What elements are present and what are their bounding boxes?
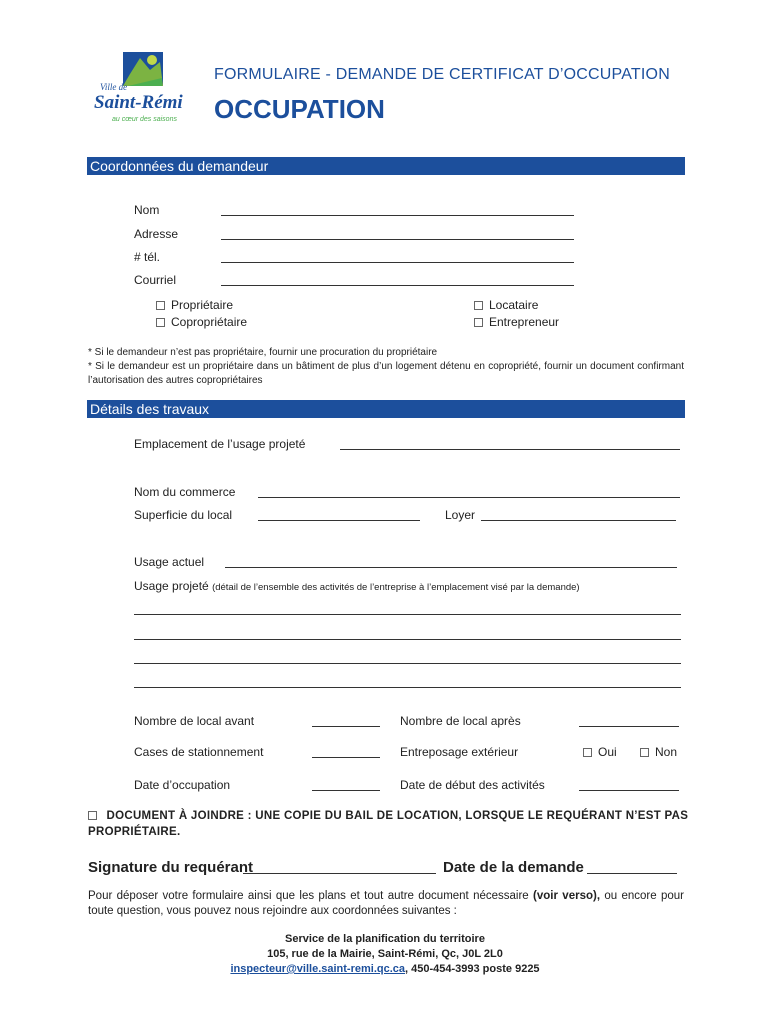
phone-text: , 450-454-3993 poste 9225 [405,963,540,975]
adresse-field[interactable] [221,239,574,240]
section-header-coordonnees: Coordonnées du demandeur [87,157,685,175]
checkbox-icon[interactable] [156,301,165,310]
checkbox-icon[interactable] [156,318,165,327]
label-date-debut: Date de début des activités [400,778,545,792]
document-line-2: PROPRIÉTAIRE. [88,826,181,838]
label-usage-projete [134,579,580,593]
usage-projete-line-1[interactable] [134,614,681,615]
signature-field[interactable] [243,873,436,874]
logo-text-top: Ville de [100,82,128,92]
usage-projete-detail: (détail de l’ensemble des activités de l’entreprise à l’emplacement visé par la demande) [212,582,580,593]
footer-text-2: ou encore pour toute question, vous pouvez nous rejoindre aux coordonnées suivantes : [88,890,684,917]
label-superficie: Superficie du local [134,508,233,522]
checkbox-label: Non [655,745,678,759]
note-procuration: * Si le demandeur n’est pas propriétaire, fournir une procuration du propriétaire [88,347,438,358]
usage-projete-line-3[interactable] [134,663,681,664]
checkbox-label: Entrepreneur [489,315,560,329]
label-nom: Nom [134,203,160,217]
checkbox-entrepreneur[interactable] [474,315,559,329]
label-cases-stationnement: Cases de stationnement [134,745,264,759]
checkbox-label: Copropriétaire [171,315,248,329]
courriel-field[interactable] [221,285,574,286]
document-line-1: DOCUMENT À JOINDRE : UNE COPIE DU BAIL DE LOCATION, LORSQUE LE REQUÉRANT N’EST PAS [106,810,689,822]
usage-projete-line-4[interactable] [134,687,681,688]
checkbox-icon[interactable] [88,811,97,820]
usage-projete-line-2[interactable] [134,639,681,640]
footer-text-bold: (voir verso), [533,890,601,902]
checkbox-icon[interactable] [474,301,483,310]
checkbox-non[interactable] [640,745,677,759]
service-address: 105, rue de la Mairie, Saint-Rémi, Qc, J0L 2L0 [267,948,503,960]
note-copropriete: * Si le demandeur est un propriétaire dans un bâtiment de plus d’un logement détenu en copropriété, fournir un document confirmant l’autorisation des autres copropriétaires [88,361,684,386]
document-requirement[interactable] [88,810,688,822]
checkbox-icon[interactable] [583,748,592,757]
label-nom-commerce: Nom du commerce [134,485,236,499]
checkbox-oui[interactable] [583,745,617,759]
label-emplacement: Emplacement de l’usage projeté [134,437,306,451]
emplacement-field[interactable] [340,449,680,450]
service-name: Service de la planification du territoire [285,933,485,945]
label-courriel: Courriel [134,273,177,287]
nb-local-apres-field[interactable] [579,726,679,727]
checkbox-proprietaire[interactable] [156,298,233,312]
label-entreposage: Entreposage extérieur [400,745,519,759]
contact-line [0,963,770,975]
checkbox-label: Locataire [489,298,539,312]
cases-stationnement-field[interactable] [312,757,380,758]
form-title: FORMULAIRE - DEMANDE DE CERTIFICAT D’OCCUPATION [214,66,670,83]
nom-commerce-field[interactable] [258,497,680,498]
label-nb-local-apres: Nombre de local après [400,714,521,728]
label-nb-local-avant: Nombre de local avant [134,714,255,728]
label-loyer: Loyer [445,508,476,522]
checkbox-label: Propriétaire [171,298,234,312]
checkbox-icon[interactable] [474,318,483,327]
section-header-details: Détails des travaux [87,400,685,418]
loyer-field[interactable] [481,520,676,521]
date-demande-field[interactable] [587,873,677,874]
superficie-field[interactable] [258,520,420,521]
tel-field[interactable] [221,262,574,263]
logo-text-main: Saint-Rémi [94,92,183,113]
label-usage-actuel: Usage actuel [134,555,205,569]
checkbox-coproprietaire[interactable] [156,315,247,329]
checkbox-label: Oui [598,745,617,759]
nb-local-avant-field[interactable] [312,726,380,727]
nom-field[interactable] [221,215,574,216]
email-link[interactable]: inspecteur@ville.saint-remi.qc.ca [230,963,406,975]
date-debut-field[interactable] [579,790,679,791]
logo [90,48,200,138]
logo-text-sub: au cœur des saisons [112,116,177,123]
checkbox-locataire[interactable] [474,298,538,312]
footer-text-1: Pour déposer votre formulaire ainsi que les plans et tout autre document nécessaire [88,890,534,902]
page-title: OCCUPATION [214,94,385,124]
label-tel: # tél. [134,250,161,264]
label-adresse: Adresse [134,227,179,241]
date-occupation-field[interactable] [312,790,380,791]
usage-projete-label: Usage projeté [134,579,209,593]
checkbox-icon[interactable] [640,748,649,757]
footer-paragraph [88,889,684,919]
usage-actuel-field[interactable] [225,567,677,568]
signature-label: Signature du requérant [88,859,254,876]
date-demande-label: Date de la demande [443,859,584,876]
label-date-occupation: Date d’occupation [134,778,231,792]
